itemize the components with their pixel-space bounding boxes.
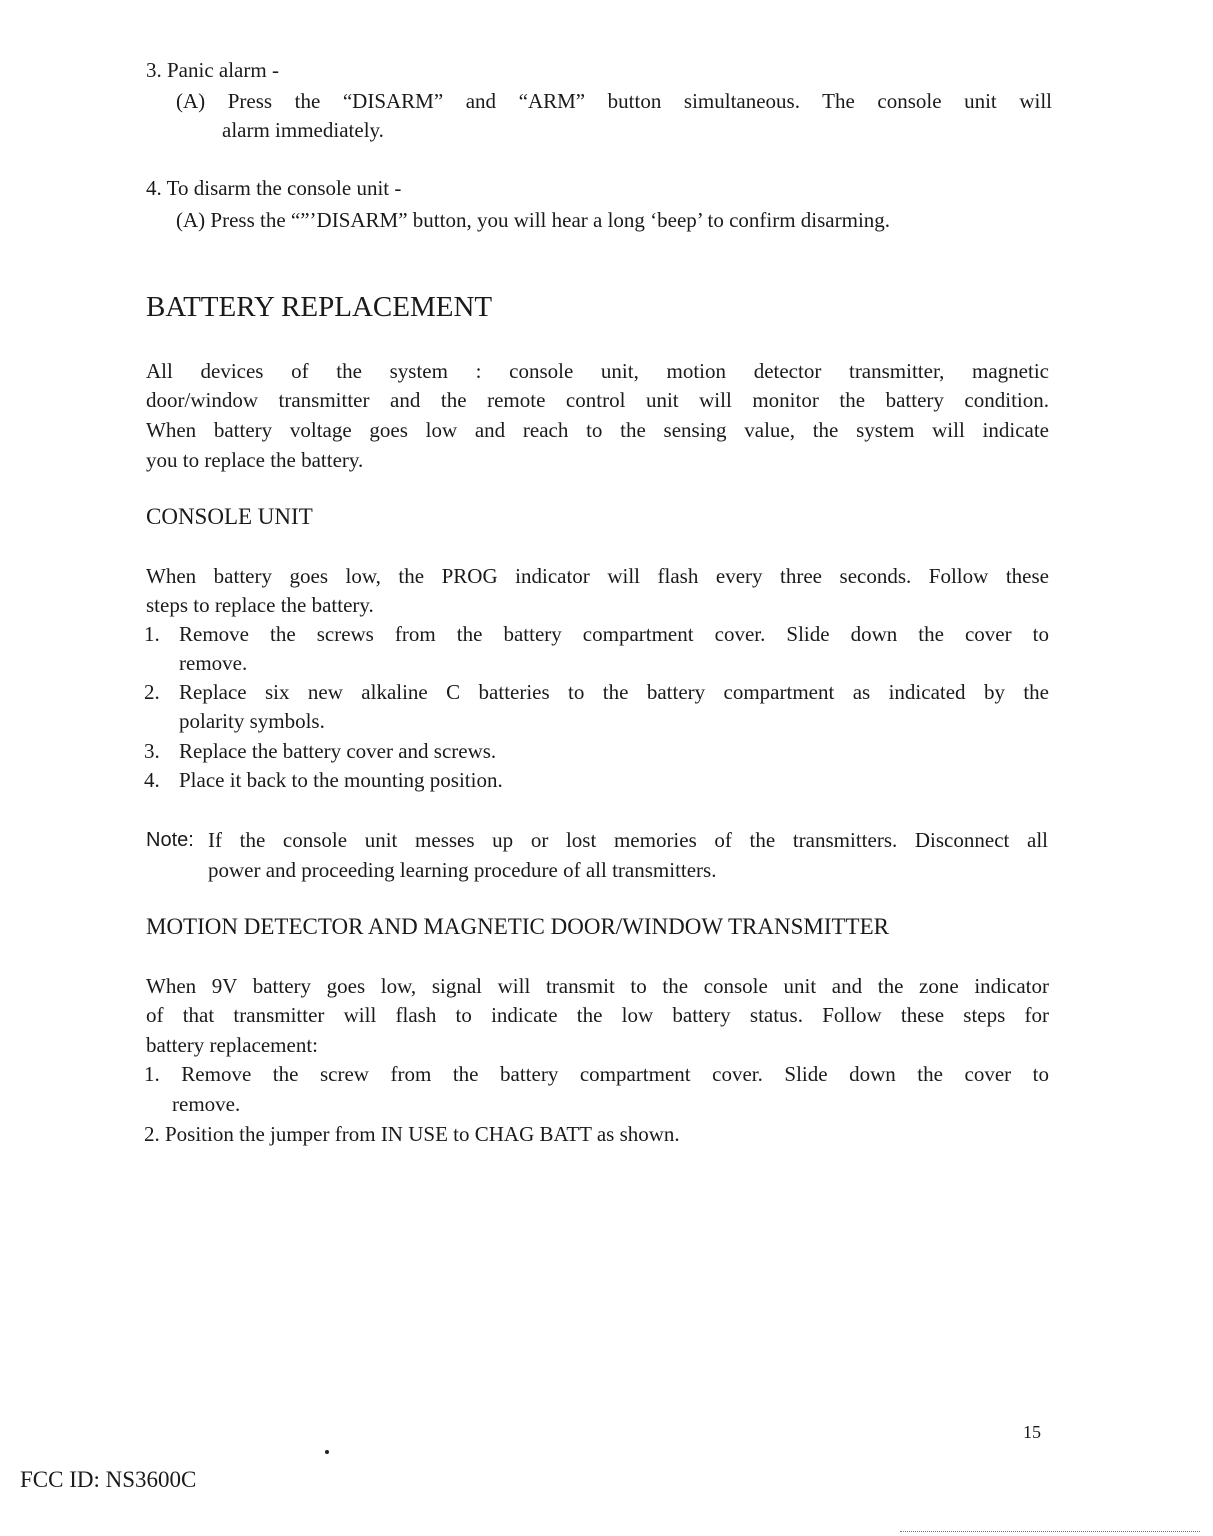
- battery-paragraph-line-1: All devices of the system : console unit, motion detector transmitter, magnetic: [146, 359, 1049, 383]
- disarm-instruction: (A) Press the “”’DISARM” button, you will hear a long ‘beep’ to confirm disarming.: [176, 208, 891, 232]
- console-step-1-text: Remove the screws from the battery compartment cover. Slide down the cover to: [179, 622, 1049, 646]
- note-line-1: If the console unit messes up or lost memories of the transmitters. Disconnect all: [208, 828, 1048, 852]
- battery-paragraph-line-2: door/window transmitter and the remote control unit will monitor the battery condition.: [146, 388, 1049, 412]
- scan-artifact-line: [900, 1531, 1200, 1533]
- console-step-1-text-cont: remove.: [179, 651, 248, 675]
- battery-paragraph-line-4: you to replace the battery.: [146, 448, 364, 472]
- motion-paragraph-line-1: When 9V battery goes low, signal will transmit to the console unit and the zone indicator: [146, 974, 1049, 998]
- panic-alarm-item: 3. Panic alarm -: [146, 58, 279, 82]
- disarm-item: 4. To disarm the console unit -: [146, 176, 402, 200]
- console-step-2-number: 2.: [144, 680, 160, 704]
- battery-paragraph-line-3: When battery voltage goes low and reach to the sensing value, the system will indicate: [146, 418, 1049, 442]
- motion-step-2-text: 2. Position the jumper from IN USE to CHAG BATT as shown.: [144, 1122, 680, 1146]
- page-number: 15: [1023, 1422, 1041, 1442]
- console-paragraph-line-2: steps to replace the battery.: [146, 593, 374, 617]
- console-step-2-text-cont: polarity symbols.: [179, 709, 325, 733]
- panic-alarm-instruction-cont: alarm immediately.: [222, 118, 384, 142]
- console-step-1-number: 1.: [144, 622, 160, 646]
- motion-paragraph-line-3: battery replacement:: [146, 1033, 318, 1057]
- note-label: Note:: [146, 829, 194, 851]
- console-step-3-text: Replace the battery cover and screws.: [179, 739, 497, 763]
- scan-speck: [325, 1450, 329, 1454]
- console-step-3-number: 3.: [144, 739, 160, 763]
- motion-paragraph-line-2: of that transmitter will flash to indicate the low battery status. Follow these steps for: [146, 1003, 1049, 1027]
- console-step-2-text: Replace six new alkaline C batteries to the battery compartment as indicated by the: [179, 680, 1049, 704]
- battery-replacement-heading: BATTERY REPLACEMENT: [146, 291, 493, 323]
- motion-step-1-text-cont: remove.: [172, 1092, 241, 1116]
- console-step-4-number: 4.: [144, 768, 160, 792]
- note-line-2: power and proceeding learning procedure of all transmitters.: [208, 858, 717, 882]
- fcc-id: FCC ID: NS3600C: [20, 1467, 197, 1492]
- console-paragraph-line-1: When battery goes low, the PROG indicator will flash every three seconds. Follow these: [146, 564, 1049, 588]
- console-step-4-text: Place it back to the mounting position.: [179, 768, 503, 792]
- panic-alarm-instruction: (A) Press the “DISARM” and “ARM” button simultaneous. The console unit will: [176, 89, 1052, 113]
- motion-detector-heading: MOTION DETECTOR AND MAGNETIC DOOR/WINDOW TRANSMITTER: [146, 914, 889, 939]
- console-unit-heading: CONSOLE UNIT: [146, 504, 313, 529]
- motion-step-1-text: 1. Remove the screw from the battery compartment cover. Slide down the cover to: [144, 1062, 1049, 1086]
